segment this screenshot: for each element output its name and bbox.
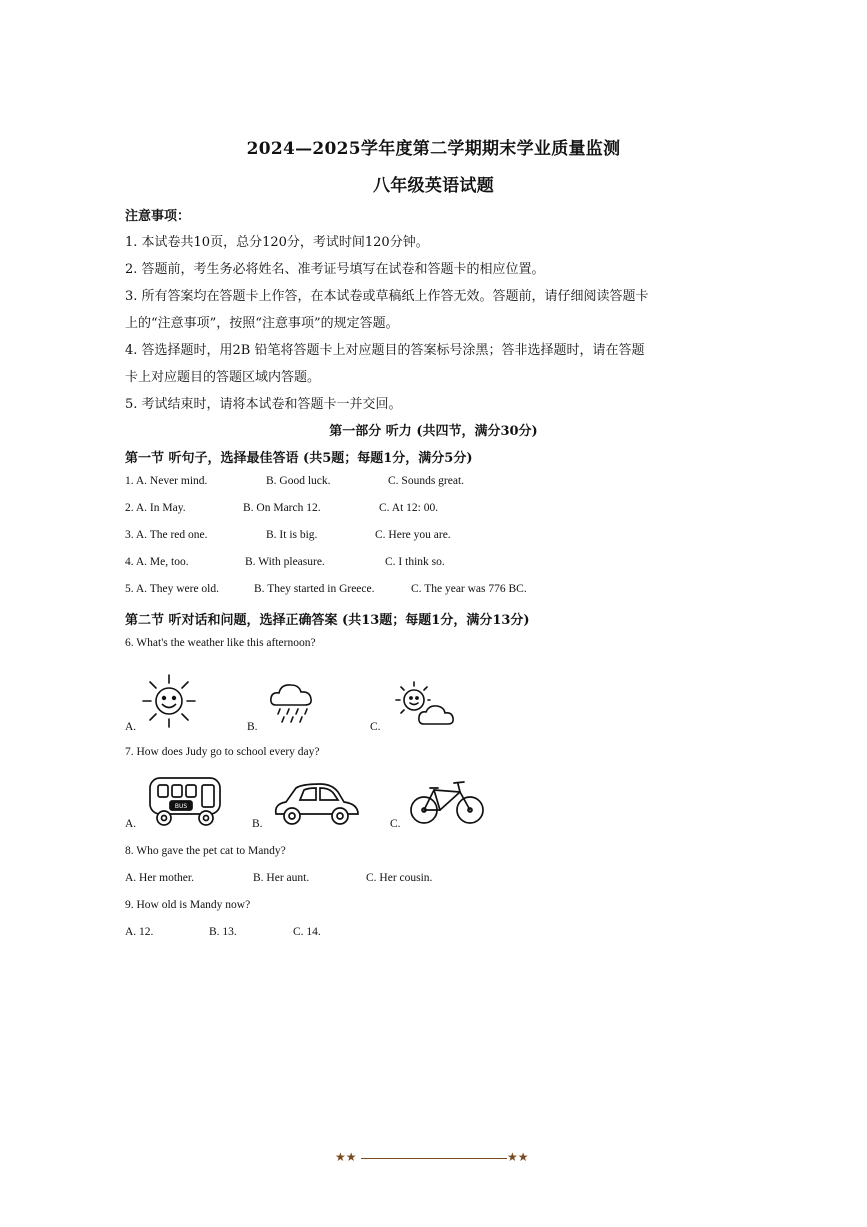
option: C. I think so. [385, 556, 445, 568]
bus-sign: BUS [174, 803, 188, 810]
option: 3. A. The red one. [125, 529, 208, 541]
question-text: 8. Who gave the pet cat to Mandy? [125, 845, 286, 857]
question-text: 6. What's the weather like this afternoon? [125, 637, 316, 649]
section-title: 第二节 听对话和问题，选择正确答案 (共13题；每题1分，满分13分) [125, 613, 530, 628]
option: B. On March 12. [243, 502, 321, 514]
option: B. They started in Greece. [254, 583, 375, 595]
section-title: 第一节 听句子，选择最佳答语 (共5题；每题1分，满分5分) [125, 451, 473, 466]
question-text: 7. How does Judy go to school every day? [125, 746, 320, 758]
part-title: 第一部分 听力 (共四节，满分30分) [329, 424, 538, 439]
bicycle-icon [408, 774, 486, 828]
sun-icon [140, 672, 198, 730]
option-label: C. [390, 818, 401, 830]
bus-icon [146, 774, 224, 828]
footer-ornament [335, 1152, 535, 1166]
footer-divider [361, 1158, 507, 1159]
option: A. 12. [125, 926, 154, 938]
question-text: 9. How old is Mandy now? [125, 899, 251, 911]
notice-line: 5. 考试结束时，请将本试卷和答题卡一并交回。 [125, 397, 402, 412]
option-label: A. [125, 721, 137, 733]
option: C. At 12: 00. [379, 502, 439, 514]
notice-line: 3. 所有答案均在答题卡上作答，在本试卷或草稿纸上作答无效。答题前，请仔细阅读答题卡 [125, 289, 649, 304]
notice-line: 1. 本试卷共10页，总分120分，考试时间120分钟。 [125, 235, 429, 250]
option: B. It is big. [266, 529, 318, 541]
option: C. Sounds great. [388, 475, 465, 487]
option-label: B. [247, 721, 258, 733]
option: 5. A. They were old. [125, 583, 220, 595]
option-label: C. [370, 721, 381, 733]
option-label: A. [125, 818, 137, 830]
page-title: 2024—2025学年度第二学期期末学业质量监测 [246, 139, 621, 159]
footer-stars-right: ★★ [507, 1150, 529, 1164]
option: B. Her aunt. [253, 872, 310, 884]
car-icon [270, 780, 362, 828]
option: B. Good luck. [266, 475, 331, 487]
option: 4. A. Me, too. [125, 556, 189, 568]
footer-stars-left: ★★ [335, 1150, 357, 1164]
option: C. Here you are. [375, 529, 451, 541]
option: C. 14. [293, 926, 321, 938]
option: A. Her mother. [125, 872, 194, 884]
notice-line: 上的“注意事项”，按照“注意事项”的规定答题。 [125, 316, 399, 331]
option-label: B. [252, 818, 263, 830]
option: C. The year was 776 BC. [411, 583, 527, 595]
notice-line: 2. 答题前，考生务必将姓名、准考证号填写在试卷和答题卡的相应位置。 [125, 262, 545, 277]
notice-line: 卡上对应题目的答题区域内答题。 [125, 370, 321, 385]
notice-heading: 注意事项： [125, 209, 191, 224]
option: C. Her cousin. [366, 872, 433, 884]
option: 2. A. In May. [125, 502, 186, 514]
rain-cloud-icon [266, 677, 318, 729]
option: B. With pleasure. [245, 556, 325, 568]
page-subtitle: 八年级英语试题 [372, 176, 495, 196]
notice-line: 4. 答选择题时，用2B 铅笔将答题卡上对应题目的答案标号涂黑；答非选择题时，请在答题 [125, 343, 645, 358]
sun-cloud-icon [392, 680, 460, 732]
option: B. 13. [209, 926, 237, 938]
option: 1. A. Never mind. [125, 475, 208, 487]
